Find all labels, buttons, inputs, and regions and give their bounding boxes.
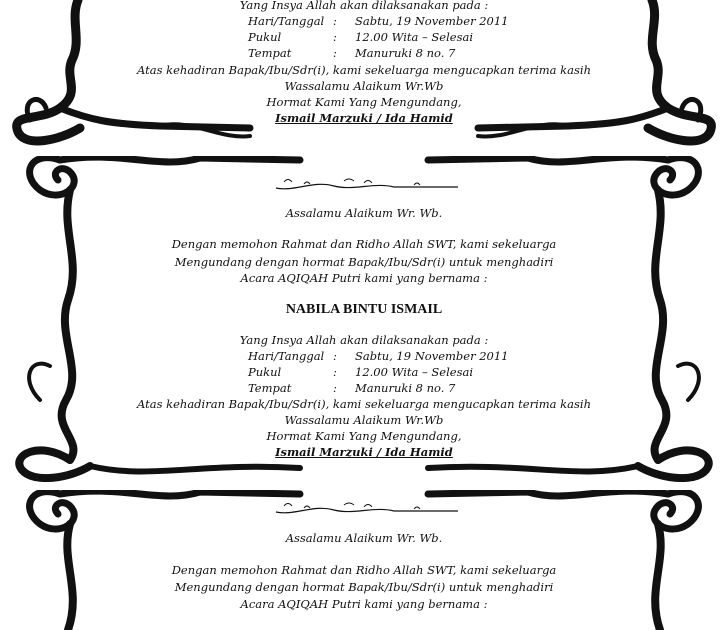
- detail-value-place: Manuruki 8 no. 7: [355, 46, 456, 60]
- detail-label-place: Tempat: [248, 381, 292, 395]
- bismillah-calligraphy: [274, 500, 460, 518]
- detail-colon: :: [333, 365, 337, 379]
- card-separator: [0, 148, 728, 156]
- regards: Hormat Kami Yang Mengundang,: [266, 429, 462, 443]
- salam: Assalamu Alaikum Wr. Wb.: [285, 206, 443, 220]
- event-intro: Yang Insya Allah akan dilaksanakan pada :: [239, 0, 489, 12]
- signature: Ismail Marzuki / Ida Hamid: [275, 111, 453, 125]
- detail-label-date: Hari/Tanggal: [248, 349, 325, 363]
- closing-salam: Wassalamu Alaikum Wr.Wb: [284, 413, 444, 427]
- intro-line-3: Acara AQIQAH Putri kami yang bernama :: [240, 271, 488, 285]
- bismillah-calligraphy: [274, 176, 460, 194]
- detail-label-time: Pukul: [248, 30, 282, 44]
- intro-line-1: Dengan memohon Rahmat dan Ridho Allah SWT, kami sekeluarga: [171, 237, 557, 251]
- thanks-line: Atas kehadiran Bapak/Ibu/Sdr(i), kami sekeluarga mengucapkan terima kasih: [137, 63, 591, 77]
- intro-line-2: Mengundang dengan hormat Bapak/Ibu/Sdr(i) untuk menghadiri: [174, 255, 554, 269]
- intro-line-1: Dengan memohon Rahmat dan Ridho Allah SWT, kami sekeluarga: [171, 563, 557, 577]
- detail-colon: :: [333, 46, 337, 60]
- detail-colon: :: [333, 30, 337, 44]
- detail-label-date: Hari/Tanggal: [248, 14, 325, 28]
- detail-label-time: Pukul: [248, 365, 282, 379]
- detail-colon: :: [333, 381, 337, 395]
- event-intro: Yang Insya Allah akan dilaksanakan pada :: [239, 333, 489, 347]
- detail-colon: :: [333, 349, 337, 363]
- closing-salam: Wassalamu Alaikum Wr.Wb: [284, 79, 444, 93]
- detail-value-place: Manuruki 8 no. 7: [355, 381, 456, 395]
- salam: Assalamu Alaikum Wr. Wb.: [285, 531, 443, 545]
- detail-label-place: Tempat: [248, 46, 292, 60]
- thanks-line: Atas kehadiran Bapak/Ibu/Sdr(i), kami sekeluarga mengucapkan terima kasih: [137, 397, 591, 411]
- card-separator: [0, 482, 728, 490]
- intro-line-2: Mengundang dengan hormat Bapak/Ibu/Sdr(i) untuk menghadiri: [174, 580, 554, 594]
- detail-value-time: 12.00 Wita – Selesai: [355, 30, 474, 44]
- detail-value-time: 12.00 Wita – Selesai: [355, 365, 474, 379]
- detail-colon: :: [333, 14, 337, 28]
- detail-value-date: Sabtu, 19 November 2011: [355, 14, 509, 28]
- detail-value-date: Sabtu, 19 November 2011: [355, 349, 509, 363]
- regards: Hormat Kami Yang Mengundang,: [266, 95, 462, 109]
- child-name: NABILA BINTU ISMAIL: [285, 302, 443, 317]
- signature: Ismail Marzuki / Ida Hamid: [275, 445, 453, 459]
- intro-line-3: Acara AQIQAH Putri kami yang bernama :: [240, 597, 488, 611]
